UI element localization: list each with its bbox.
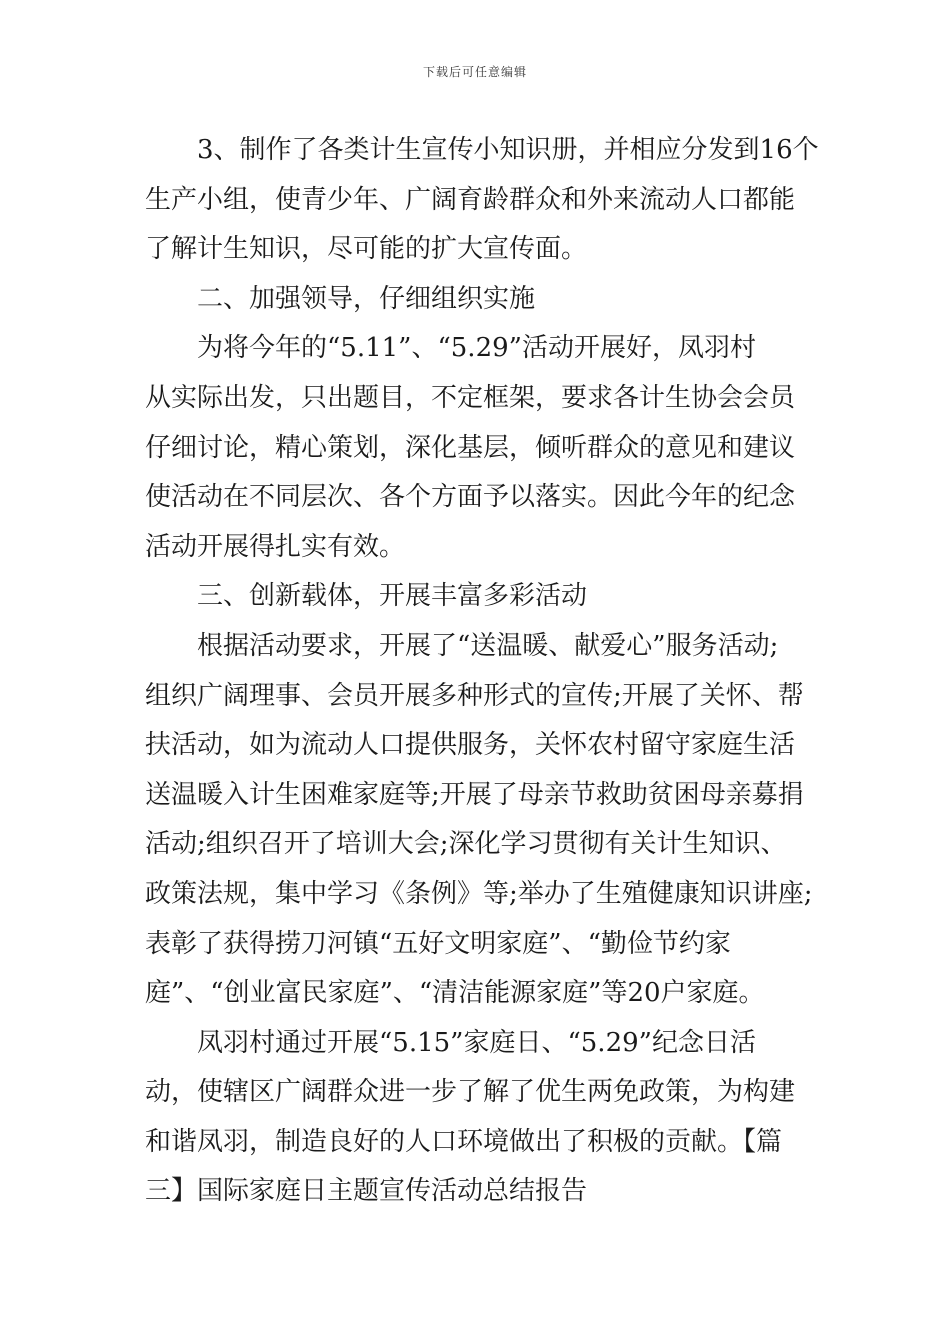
paragraph-section-3 — [145, 622, 813, 1019]
text-line: 使活动在不同层次、各个方面予以落实。因此今年的纪念 — [145, 482, 796, 513]
paragraph-item-3 — [145, 126, 819, 275]
text-line: 凤羽村通过开展“5.15”家庭日、“5.29”纪念日活 — [197, 1027, 756, 1058]
text-line: 仔细讨论，精心策划，深化基层，倾听群众的意见和建议 — [145, 432, 796, 463]
text-line: 政策法规，集中学习《条例》等;举办了生殖健康知识讲座; — [145, 878, 813, 909]
section-heading-2 — [145, 275, 813, 325]
paragraph-section-2 — [145, 324, 813, 572]
text-line: 活动;组织召开了培训大会;深化学习贯彻有关计生知识、 — [145, 829, 787, 860]
section-heading-3 — [145, 572, 813, 622]
text-line: 了解计生知识，尽可能的扩大宣传面。 — [145, 234, 588, 265]
text-line: 动，使辖区广阔群众进一步了解了优生两免政策，为构建 — [145, 1077, 796, 1108]
text-line: 扶活动，如为流动人口提供服务，关怀农村留守家庭生活 — [145, 730, 796, 761]
heading-line: 二、加强领导，仔细组织实施 — [197, 283, 536, 314]
text-line: 组织广阔理事、会员开展多种形式的宣传;开展了关怀、帮 — [145, 680, 804, 711]
page-header: 下载后可任意编辑 — [422, 65, 527, 79]
text-line: 根据活动要求，开展了“送温暖、献爱心”服务活动; — [197, 630, 779, 661]
text-line: 活动开展得扎实有效。 — [145, 531, 406, 562]
document-body — [145, 126, 819, 1217]
text-line: 三】国际家庭日主题宣传活动总结报告 — [145, 1176, 588, 1207]
text-line: 3、制作了各类计生宣传小知识册，并相应分发到16个 — [197, 135, 819, 165]
text-line: 庭”、“创业富民家庭”、“清洁能源家庭”等20户家庭。 — [145, 978, 765, 1009]
paragraph-conclusion — [145, 1019, 813, 1217]
text-line: 送温暖入计生困难家庭等;开展了母亲节救助贫困母亲募捐 — [145, 779, 804, 810]
text-line: 从实际出发，只出题目，不定框架，要求各计生协会会员 — [145, 382, 796, 413]
text-line: 表彰了获得捞刀河镇“五好文明家庭”、“勤俭节约家 — [145, 928, 731, 959]
heading-line: 三、创新载体，开展丰富多彩活动 — [197, 581, 588, 612]
text-line: 生产小组，使青少年、广阔育龄群众和外来流动人口都能 — [145, 184, 796, 215]
text-line: 为将今年的“5.11”、“5.29”活动开展好，凤羽村 — [197, 333, 756, 364]
text-line: 和谐凤羽，制造良好的人口环境做出了积极的贡献。【篇 — [145, 1126, 783, 1157]
